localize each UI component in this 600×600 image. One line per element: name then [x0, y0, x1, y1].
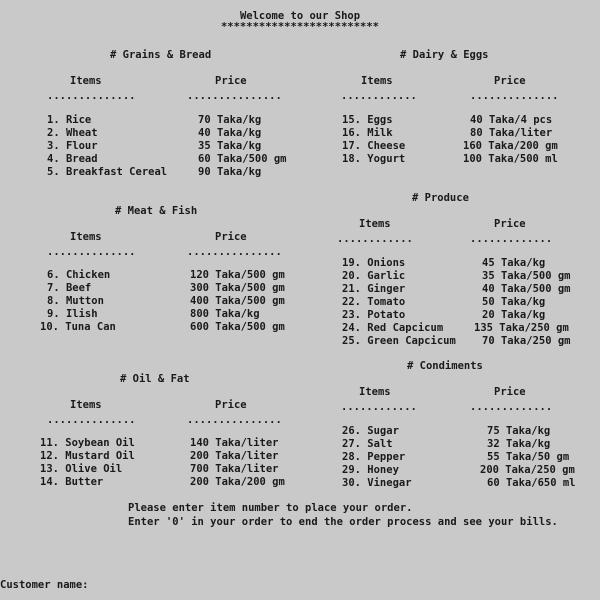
list-item-price: 160 Taka/200 gm — [463, 140, 558, 152]
list-item-name: 29. Honey — [342, 464, 399, 476]
list-item-name: 19. Onions — [342, 257, 406, 269]
shop-title: Welcome to our Shop — [239, 10, 361, 22]
list-item-price: 55 Taka/50 gm — [487, 451, 570, 463]
list-item-name: 10. Tuna Can — [40, 321, 116, 333]
list-item-price: 140 Taka/liter — [190, 437, 279, 449]
list-item-name: 27. Salt — [342, 438, 393, 450]
items-divider: ............ — [341, 401, 417, 413]
list-item-price: 75 Taka/kg — [487, 425, 551, 437]
list-item-name: 9. Ilish — [47, 308, 98, 320]
list-item-price: 800 Taka/kg — [190, 308, 260, 320]
items-divider: .............. — [47, 90, 136, 102]
list-item-price: 70 Taka/kg — [198, 114, 262, 126]
items-divider: .............. — [47, 246, 136, 258]
list-item-name: 16. Milk — [342, 127, 393, 139]
list-item-price: 600 Taka/500 gm — [190, 321, 285, 333]
list-item-name: 24. Red Capcicum — [342, 322, 444, 334]
list-item-name: 12. Mustard Oil — [40, 450, 135, 462]
list-item-name: 3. Flour — [47, 140, 98, 152]
price-divider: ............. — [470, 233, 553, 245]
section-heading: # Oil & Fat — [120, 373, 190, 385]
section-heading: # Grains & Bread — [110, 49, 212, 61]
list-item-price: 40 Taka/4 pcs — [470, 114, 553, 126]
list-item-name: 7. Beef — [47, 282, 92, 294]
price-column-label: Price — [494, 75, 526, 87]
items-divider: ............ — [337, 233, 413, 245]
list-item-price: 70 Taka/250 gm — [482, 335, 571, 347]
list-item-name: 2. Wheat — [47, 127, 98, 139]
list-item-price: 400 Taka/500 gm — [190, 295, 285, 307]
list-item-price: 35 Taka/500 gm — [482, 270, 571, 282]
list-item-price: 90 Taka/kg — [198, 166, 262, 178]
list-item-name: 25. Green Capcicum — [342, 335, 456, 347]
list-item-price: 135 Taka/250 gm — [474, 322, 569, 334]
list-item-price: 40 Taka/kg — [198, 127, 262, 139]
price-divider: ............... — [187, 90, 282, 102]
list-item-price: 700 Taka/liter — [190, 463, 279, 475]
list-item-price: 35 Taka/kg — [198, 140, 262, 152]
list-item-name: 28. Pepper — [342, 451, 406, 463]
price-column-label: Price — [494, 386, 526, 398]
section-heading: # Condiments — [407, 360, 483, 372]
list-item-name: 26. Sugar — [342, 425, 399, 437]
items-divider: ............ — [341, 90, 417, 102]
list-item-name: 21. Ginger — [342, 283, 406, 295]
price-divider: ............... — [187, 414, 282, 426]
list-item-name: 18. Yogurt — [342, 153, 406, 165]
price-column-label: Price — [215, 75, 247, 87]
list-item-price: 45 Taka/kg — [482, 257, 546, 269]
list-item-price: 50 Taka/kg — [482, 296, 546, 308]
list-item-name: 23. Potato — [342, 309, 406, 321]
list-item-name: 30. Vinegar — [342, 477, 412, 489]
price-divider: ............... — [187, 246, 282, 258]
customer-name-prompt[interactable] — [0, 579, 89, 592]
items-column-label: Items — [359, 386, 391, 398]
section-heading: # Meat & Fish — [115, 205, 198, 217]
list-item-price: 120 Taka/500 gm — [190, 269, 285, 281]
list-item-price: 100 Taka/500 ml — [463, 153, 558, 165]
list-item-name: 22. Tomato — [342, 296, 406, 308]
list-item-name: 15. Eggs — [342, 114, 393, 126]
list-item-price: 40 Taka/500 gm — [482, 283, 571, 295]
list-item-price: 200 Taka/250 gm — [480, 464, 575, 476]
list-item-name: 8. Mutton — [47, 295, 104, 307]
list-item-name: 1. Rice — [47, 114, 92, 126]
items-column-label: Items — [70, 75, 102, 87]
list-item-price: 80 Taka/liter — [470, 127, 553, 139]
list-item-name: 17. Cheese — [342, 140, 406, 152]
customer-name-label: Customer name: — [0, 579, 89, 591]
instruction-line: Please enter item number to place your order. — [128, 502, 413, 514]
list-item-name: 14. Butter — [40, 476, 104, 488]
list-item-name: 5. Breakfast Cereal — [47, 166, 168, 178]
price-divider: ............. — [470, 401, 553, 413]
section-heading: # Produce — [412, 192, 469, 204]
price-divider: .............. — [470, 90, 559, 102]
list-item-price: 20 Taka/kg — [482, 309, 546, 321]
section-heading: # Dairy & Eggs — [400, 49, 489, 61]
list-item-name: 13. Olive Oil — [40, 463, 123, 475]
list-item-name: 11. Soybean Oil — [40, 437, 135, 449]
list-item-price: 60 Taka/650 ml — [487, 477, 576, 489]
title-underline: ************************* — [220, 21, 380, 33]
list-item-price: 32 Taka/kg — [487, 438, 551, 450]
instruction-line: Enter '0' in your order to end the order process and see your bills. — [128, 516, 558, 528]
items-divider: .............. — [47, 414, 136, 426]
items-column-label: Items — [361, 75, 393, 87]
items-column-label: Items — [70, 399, 102, 411]
price-column-label: Price — [215, 399, 247, 411]
list-item-price: 200 Taka/200 gm — [190, 476, 285, 488]
price-column-label: Price — [215, 231, 247, 243]
items-column-label: Items — [359, 218, 391, 230]
list-item-name: 6. Chicken — [47, 269, 111, 281]
list-item-price: 60 Taka/500 gm — [198, 153, 287, 165]
list-item-name: 4. Bread — [47, 153, 98, 165]
items-column-label: Items — [70, 231, 102, 243]
list-item-name: 20. Garlic — [342, 270, 406, 282]
list-item-price: 300 Taka/500 gm — [190, 282, 285, 294]
list-item-price: 200 Taka/liter — [190, 450, 279, 462]
price-column-label: Price — [494, 218, 526, 230]
